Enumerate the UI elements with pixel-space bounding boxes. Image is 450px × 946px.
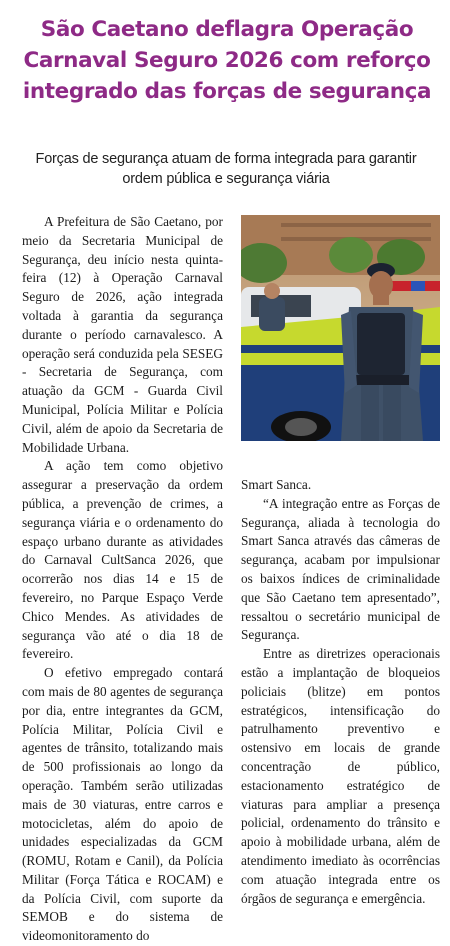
paragraph-2: A ação tem como objetivo assegurar a preservação da ordem pública, a prevenção de crimes, a segurança viária e o ordenamento do espaço urbano durante as atividades do Carnaval CultSanca 2026, que ocorrerão nos dias 14 e 15 de fevereiro, no Parque Espaço Verde Chico Mendes. As atividades de segurança vão até o dia 18 de fevereiro. xyxy=(22,458,223,662)
paragraph-4-quote: “A integração entre as Forças de Segurança, aliada à tecnologia do Smart Sanca através das câmeras de segurança, acabam por impulsionar os baixos índices de criminalidade que São Caetano tem apresentado”, ressaltou o secretário municipal de Segurança. xyxy=(241,495,440,643)
paragraph-5: Entre as diretrizes operacionais estão a implantação de bloqueios policiais (blitze) em pontos estratégicos, intensificação do patrulhamento preventivo e ostensivo em locais de grande concentração de público, estacionamento estratégico de viaturas para ampliar a presença policial, ordenamento do trânsito e apoio à mobilidade urbana, além de atendimento imediato às ocorrências com atuação integrada entre os órgãos de segurança e emergência. xyxy=(241,646,440,906)
subheadline: Forças de segurança atuam de forma integrada para garantir ordem pública e segurança viária xyxy=(35,151,417,187)
article-photo xyxy=(241,215,440,441)
paragraph-3-continued: Smart Sanca. xyxy=(241,477,312,492)
article-column-left xyxy=(22,213,223,946)
paragraph-1: A Prefeitura de São Caetano, por meio da Secretaria Municipal de Segurança, deu início nesta quinta-feira (12) à Operação Carnaval Seguro de 2026, ação integrada voltada à garantia da segurança durante o período carnavalesco. A operação será conduzida pela SESEG - Secretaria de Segurança, com atuação da GCM - Guarda Civil Municipal, Polícia Militar e Polícia Civil, além de apoio da Secretaria de Mobilidade Urbana. xyxy=(22,214,223,455)
paragraph-3: O efetivo empregado contará com mais de 80 agentes de segurança por dia, entre integrantes da GCM, Polícia Militar, Polícia Civil e agentes de trânsito, totalizando mais de 500 profissionais ao longo da operação. Também serão utilizadas mais de 30 viaturas, entre carros e motocicletas, além do apoio de unidades especializadas da GCM (ROMU, Rotam e Canil), da Polícia Militar (Força Tática e ROCAM) e da Polícia Civil, com suporte da SEMOB e do sistema de videomonitoramento do xyxy=(22,665,223,944)
article-column-right xyxy=(241,476,440,908)
headline: São Caetano deflagra Operação Carnaval Seguro 2026 com reforço integrado das forças de segurança xyxy=(22,17,432,104)
